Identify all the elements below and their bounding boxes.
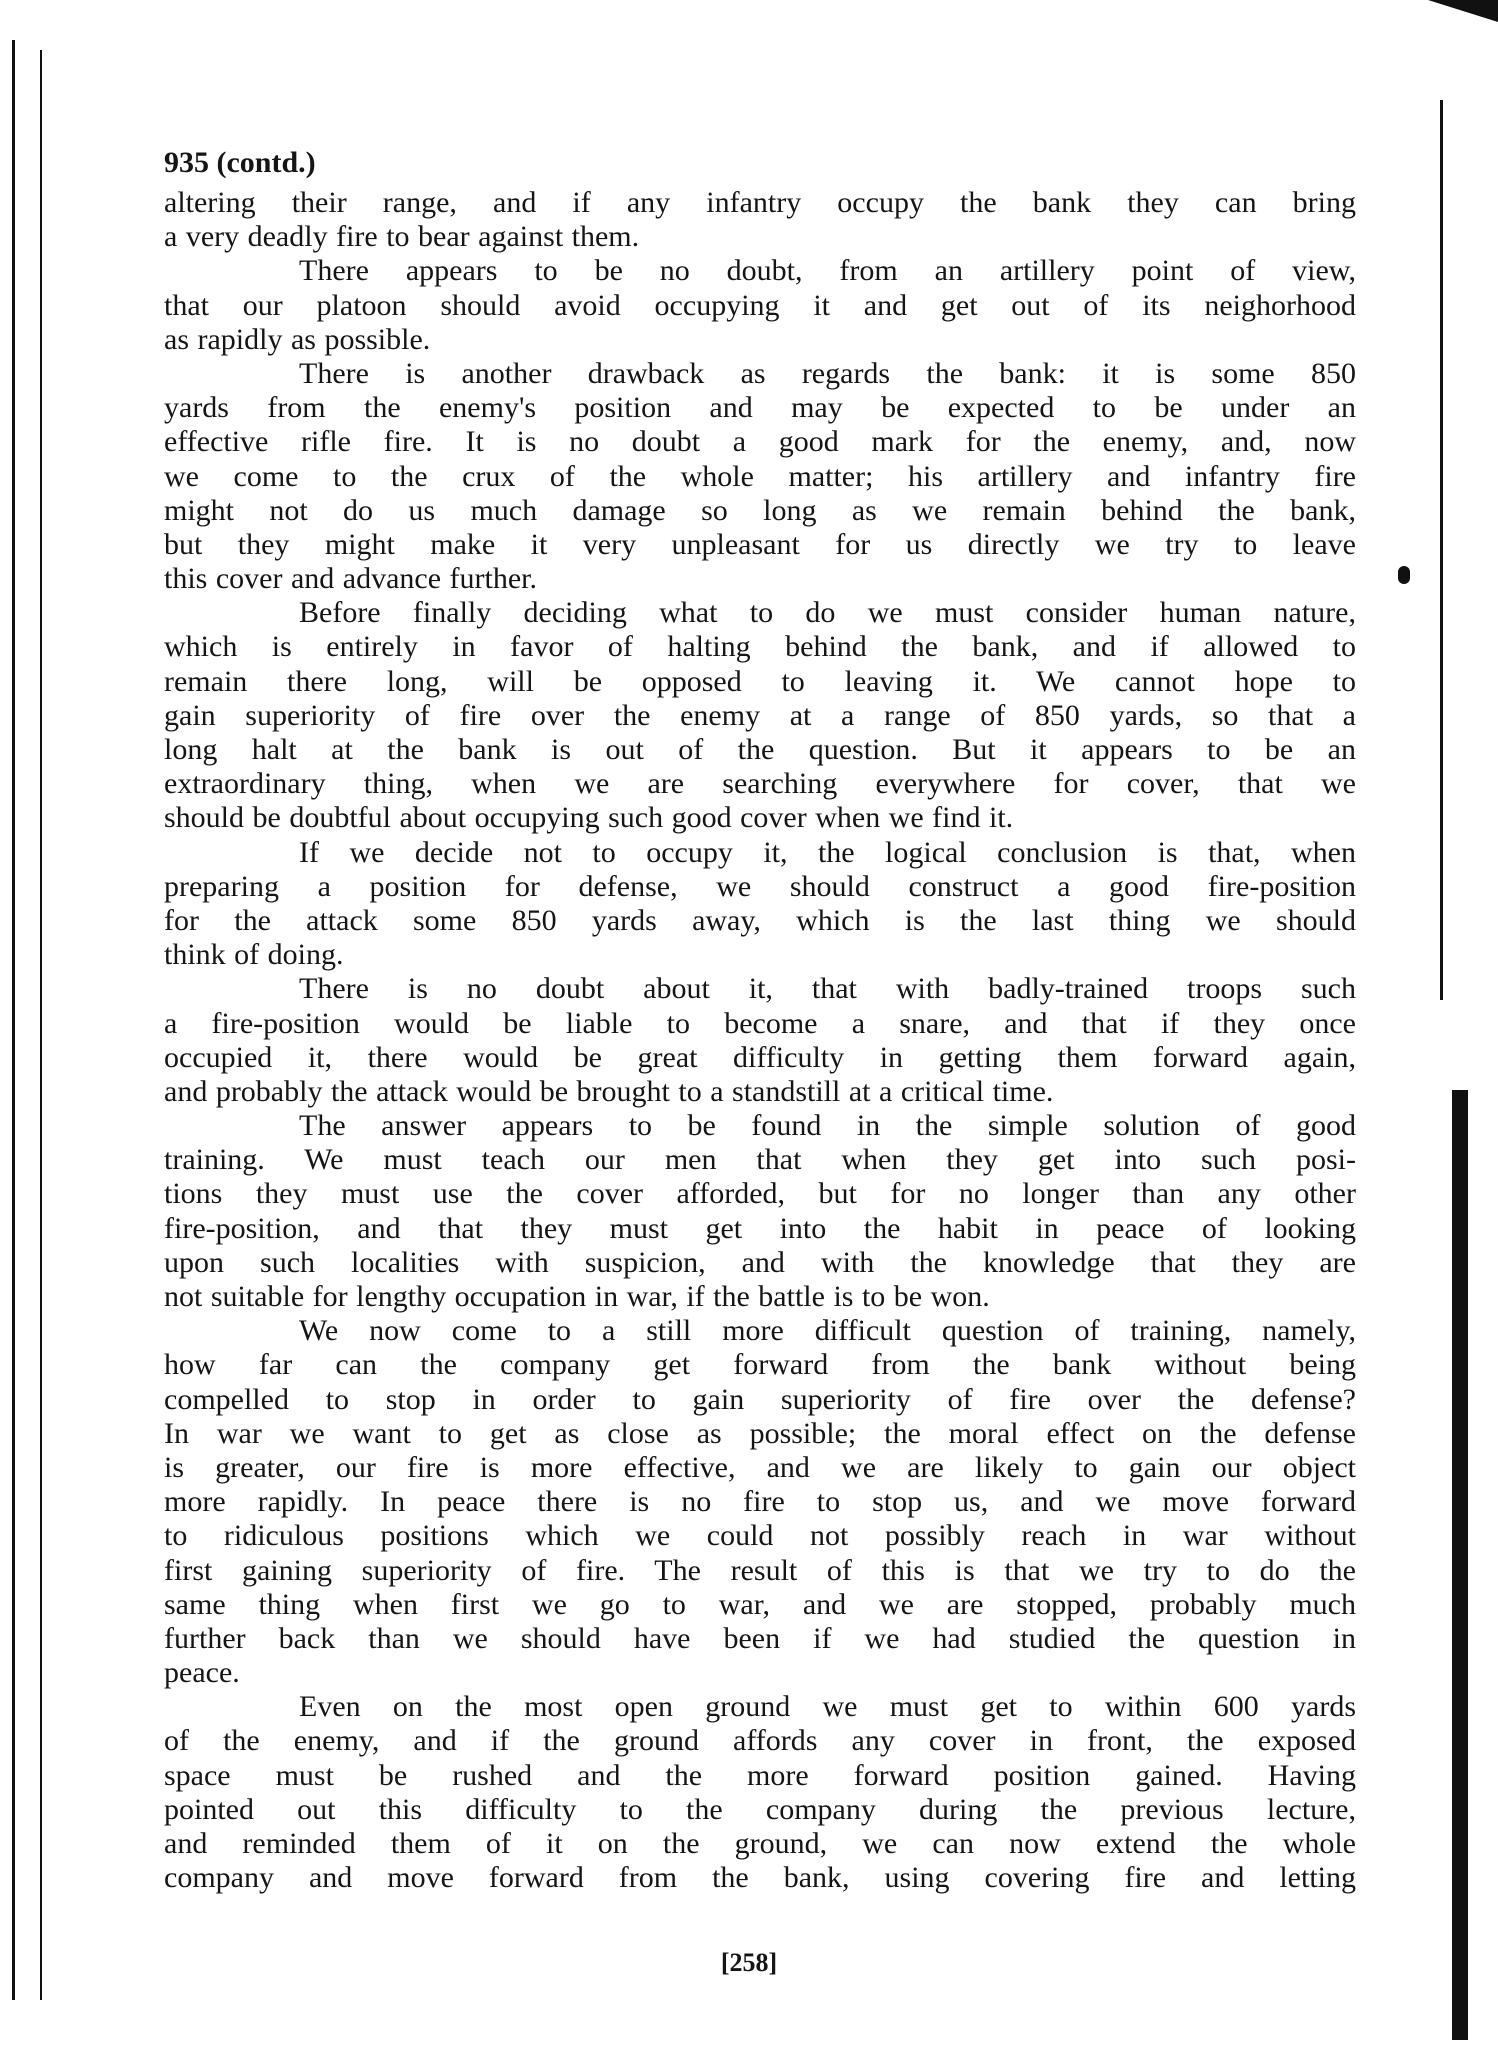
text-line: effective rifle fire. It is no doubt a good mark for the enemy, and, now	[164, 425, 1356, 459]
text-line: should be doubtful about occupying such good cover when we find it.	[164, 801, 1014, 835]
text-line: not suitable for lengthy occupation in war, if the battle is to be won.	[164, 1280, 990, 1313]
text-line: There appears to be no doubt, from an artillery point of view,	[299, 254, 1356, 288]
text-line: We now come to a still more difficult question of training, namely,	[299, 1314, 1356, 1348]
text-line: of the enemy, and if the ground affords any cover in front, the exposed	[164, 1724, 1356, 1758]
text-line: and reminded them of it on the ground, we can now extend the whole	[164, 1827, 1356, 1860]
text-line: a fire-position would be liable to become a snare, and that if they once	[164, 1006, 1356, 1040]
text-line: The answer appears to be found in the simple solution of good	[299, 1109, 1356, 1143]
scan-margin-line	[40, 50, 42, 2000]
section-header: 935 (contd.)	[164, 146, 316, 179]
text-line: as rapidly as possible.	[164, 322, 431, 356]
text-line: is greater, our fire is more effective, and we are likely to gain our object	[164, 1450, 1356, 1484]
text-line: and probably the attack would be brought to a standstill at a critical time.	[164, 1074, 1054, 1108]
text-line: but they might make it very unpleasant for us directly we try to leave	[164, 527, 1356, 561]
text-line: to ridiculous positions which we could not possibly reach in war without	[164, 1519, 1356, 1553]
text-line: preparing a position for defense, we should construct a good fire-position	[164, 869, 1356, 903]
text-line: which is entirely in favor of halting behind the bank, and if allowed to	[164, 630, 1356, 664]
text-line: gain superiority of fire over the enemy at a range of 850 yards, so that a	[164, 698, 1356, 732]
text-line: how far can the company get forward from the bank without being	[164, 1348, 1356, 1382]
text-line: compelled to stop in order to gain superiority of fire over the defense?	[164, 1382, 1356, 1416]
text-line: company and move forward from the bank, using covering fire and letting	[164, 1861, 1356, 1895]
text-line: more rapidly. In peace there is no fire to stop us, and we move forward	[164, 1485, 1356, 1519]
text-line: we come to the crux of the whole matter; his artillery and infantry fire	[164, 459, 1356, 493]
text-line: might not do us much damage so long as we remain behind the bank,	[164, 493, 1356, 527]
text-line: same thing when first we go to war, and we are stopped, probably much	[164, 1587, 1356, 1621]
scan-edge-bar	[1452, 1090, 1468, 2040]
text-line: upon such localities with suspicion, and with the knowledge that they are	[164, 1245, 1356, 1279]
text-line: long halt at the bank is out of the question. But it appears to be an	[164, 733, 1356, 766]
scan-corner-mark	[1428, 0, 1498, 22]
scan-edge-line	[1440, 100, 1443, 1000]
page-number: [258]	[720, 1948, 778, 1977]
text-line: training. We must teach our men that when they get into such posi-	[164, 1143, 1356, 1177]
text-line: fire-position, and that they must get into the habit in peace of looking	[164, 1211, 1356, 1245]
text-line: tions they must use the cover afforded, but for no longer than any other	[164, 1177, 1356, 1211]
text-line: for the attack some 850 yards away, which is the last thing we should	[164, 903, 1356, 937]
text-line: In war we want to get as close as possible; the moral effect on the defense	[164, 1416, 1356, 1450]
text-line: space must be rushed and the more forward position gained. Having	[164, 1758, 1356, 1792]
text-line: a very deadly fire to bear against them.	[164, 220, 640, 254]
scan-spot	[1398, 566, 1410, 584]
scan-margin-line	[12, 40, 15, 2000]
text-line: further back than we should have been if we had studied the question in	[164, 1621, 1356, 1655]
text-line: There is no doubt about it, that with badly-trained troops such	[299, 972, 1356, 1006]
text-line: If we decide not to occupy it, the logical conclusion is that, when	[299, 835, 1356, 869]
text-line: peace.	[164, 1656, 240, 1690]
text-line: pointed out this difficulty to the company during the previous lecture,	[164, 1792, 1356, 1826]
text-line: yards from the enemy's position and may be expected to be under an	[164, 391, 1356, 425]
text-line: remain there long, will be opposed to leaving it. We cannot hope to	[164, 664, 1356, 698]
text-line: Even on the most open ground we must get to within 600 yards	[299, 1690, 1356, 1724]
text-line: that our platoon should avoid occupying it and get out of its neighorhood	[164, 288, 1356, 322]
text-line: There is another drawback as regards the bank: it is some 850	[299, 356, 1356, 390]
text-line: Before finally deciding what to do we must consider human nature,	[299, 596, 1356, 630]
text-line: this cover and advance further.	[164, 562, 538, 596]
text-line: altering their range, and if any infantry occupy the bank they can bring	[164, 186, 1356, 219]
body-text	[164, 186, 1356, 1895]
text-line: first gaining superiority of fire. The result of this is that we try to do the	[164, 1553, 1356, 1587]
text-line: occupied it, there would be great difficulty in getting them forward again,	[164, 1040, 1356, 1074]
text-line: think of doing.	[164, 938, 344, 972]
text-line: extraordinary thing, when we are searching everywhere for cover, that we	[164, 767, 1356, 801]
